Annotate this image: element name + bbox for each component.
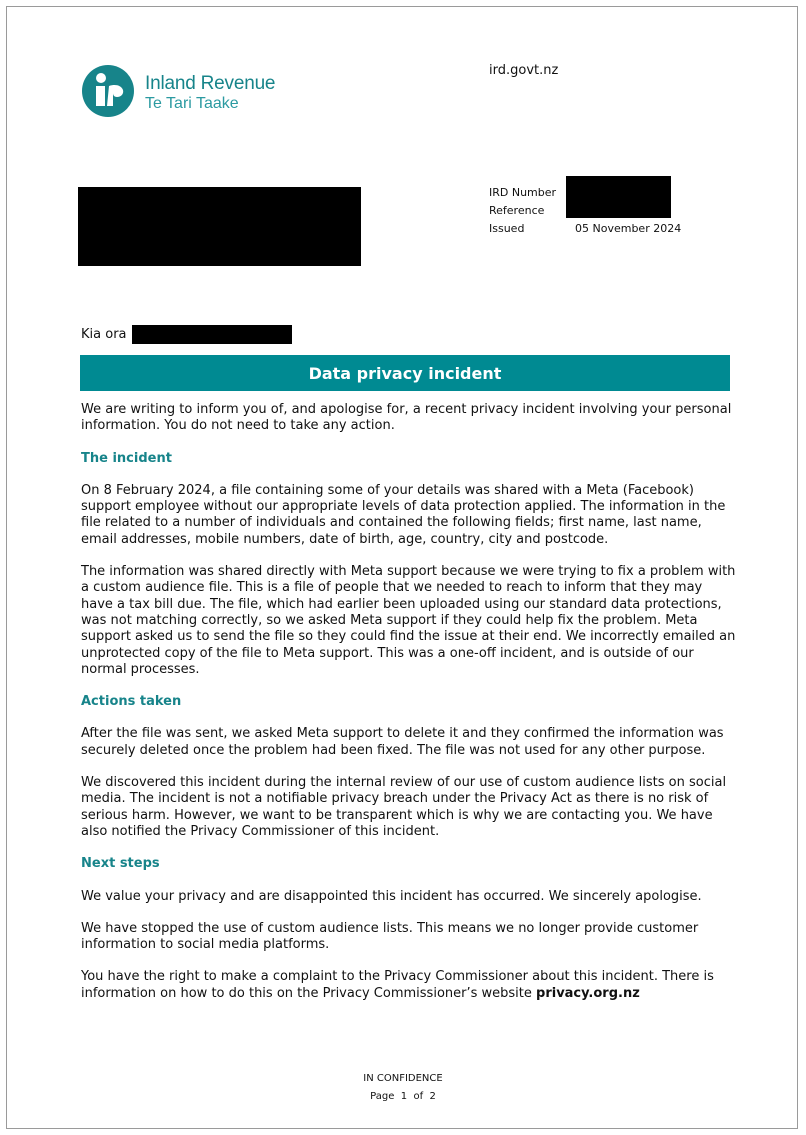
page-title: Data privacy incident [308, 363, 502, 383]
redacted-address [78, 187, 361, 266]
ird-logo [81, 64, 281, 120]
website-text: ird.govt.nz [489, 63, 559, 78]
org-name-maori: Te Tari Taake [145, 95, 239, 112]
letter-body [81, 402, 736, 1018]
actions-paragraph-1: After the file was sent, we asked Meta support to delete it and they confirmed the information was securely deleted once the problem had been fixed. The file was not used for any other purpose. [81, 726, 724, 758]
org-name: Inland Revenue [145, 73, 276, 94]
page-number: Page 1 of 2 [370, 1091, 436, 1102]
greeting-text: Kia ora [81, 327, 127, 342]
issued-label: Issued [489, 222, 525, 235]
incident-paragraph-1: On 8 February 2024, a file containing some of your details was shared with a Meta (Facebook) support employee without our appropriate levels of data protection applied. The information in the file related to a number of individuals and contained the following fields; first name, last name, email addresses, mobile numbers, date of birth, age, country, city and postcode. [81, 482, 726, 547]
greeting [81, 327, 127, 342]
redacted-name [132, 325, 292, 344]
intro-paragraph: We are writing to inform you of, and apologise for, a recent privacy incident involving your personal information. You do not need to take any action. [81, 402, 732, 434]
next-steps-paragraph-3 [81, 969, 736, 1002]
next-steps-paragraph-1: We value your privacy and are disappointed this incident has occurred. We sincerely apologise. [81, 888, 702, 904]
next-steps-paragraph-2: We have stopped the use of custom audience lists. This means we no longer provide customer information to social media platforms. [81, 920, 699, 953]
incident-paragraph-2: The information was shared directly with Meta support because we were trying to fix a problem with a custom audience file. This is a file of people that we needed to reach to inform that they may have a tax bill due. The file, which had earlier been uploaded using our standard data protections, was not matching correctly, so we asked Meta support if they could help fix the problem. Meta support asked us to send the file so they could find the issue at their end. We incorrectly emailed an unprotected copy of the file to Meta support. This was a one-off incident, and is outside of our normal processes. [81, 564, 736, 677]
actions-paragraph-2: We discovered this incident during the internal review of our use of custom audience lists on social media. The incident is not a notifiable privacy breach under the Privacy Act as there is no risk of serious harm. However, we want to be transparent which is why we are contacting you. We have also notified the Privacy Commissioner of this incident. [81, 775, 727, 839]
ird-logo-icon [81, 64, 135, 118]
issued-date: 05 November 2024 [575, 222, 682, 235]
confidence-footer: IN CONFIDENCE [363, 1073, 443, 1084]
redacted-ird-number [566, 176, 671, 218]
next-steps-heading: Next steps [81, 856, 160, 872]
title-banner [80, 355, 730, 391]
complaint-text: You have the right to make a complaint to the Privacy Commissioner about this incident. There is information on how to do this on the Privacy Commissioner’s website [81, 969, 714, 1001]
reference-label: Reference [489, 204, 545, 217]
ird-number-label: IRD Number [489, 186, 557, 199]
privacy-website-link[interactable]: privacy.org.nz [536, 985, 640, 1001]
actions-heading: Actions taken [81, 694, 182, 710]
incident-heading: The incident [81, 450, 172, 466]
